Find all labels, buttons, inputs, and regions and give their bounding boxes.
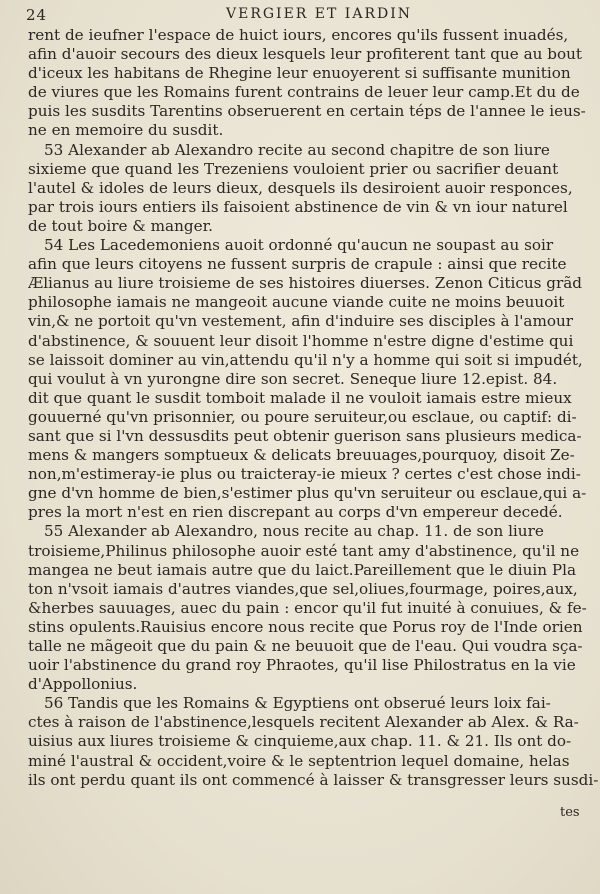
text-line: gne d'vn homme de bien,s'estimer plus qu'vn seruiteur ou esclaue,qui a- [28,484,587,503]
text-line: se laissoit dominer au vin,attendu qu'il n'y a homme qui soit si impudét, [28,350,583,369]
text-line: gouuerné qu'vn prisonnier, ou poure seruiteur,ou esclaue, ou captif: di- [28,407,577,426]
page-header [26,4,586,24]
text-line: stins opulents.Rauisius encore nous recite que Porus roy de l'Inde orien [28,617,583,636]
text-line: qui voulut à vn yurongne dire son secret. Seneque liure 12.epist. 84. [28,369,558,388]
text-line: ton n'vsoit iamais d'autres viandes,que sel,oliues,fourmage, poires,aux, [28,579,578,598]
text-line: de viures que les Romains furent contrains de leuer leur camp.Et du de [28,83,580,102]
paragraph-55-start: 55 Alexander ab Alexandro, nous recite au chap. 11. de son liure [44,522,544,541]
text-line: par trois iours entiers ils faisoient abstinence de vin & vn iour naturel [28,197,568,216]
text-line: sixieme que quand les Trezeniens vouloient prier ou sacrifier deuant [28,159,559,178]
text-line: pres la mort n'est en rien discrepant au corps d'vn empereur decedé. [28,503,563,522]
text-line: non,m'estimeray-ie plus ou traicteray-ie mieux ? certes c'est chose indi- [28,465,581,484]
text-line: afin que leurs citoyens ne fussent surpris de crapule : ainsi que recite [28,255,567,274]
running-head: VERGIER ET IARDIN [226,6,412,22]
text-line: l'autel & idoles de leurs dieux, desquels ils desiroient auoir responces, [28,178,573,197]
text-line: d'abstinence, & souuent leur disoit l'homme n'estre digne d'estime qui [28,331,574,350]
text-line: ne en memoire du susdit. [28,121,224,140]
text-line: miné l'austral & occident,voire & le septentrion lequel domaine, helas [28,751,570,770]
text-line: talle ne mãgeoit que du pain & ne beuuoit que de l'eau. Qui voudra sça- [28,637,583,655]
page-number: 24 [26,6,48,24]
text-line: &herbes sauuages, auec du pain : encor qu'il fut inuité à conuiues, & fe- [28,598,587,617]
text-line: d'Appollonius. [28,675,138,694]
text-line: troisieme,Philinus philosophe auoir esté tant amy d'abstinence, qu'il ne [28,541,580,560]
text-line: sant que si l'vn dessusdits peut obtenir guerison sans plusieurs medica- [28,426,582,445]
paragraph-53-start: 53 Alexander ab Alexandro recite au second chapitre de son liure [44,140,550,159]
text-line: puis les susdits Tarentins obseruerent en certain téps de l'annee le ieus- [28,102,586,121]
text-line: mens & mangers somptueux & delicats breuuages,pourquoy, disoit Ze- [28,446,575,465]
text-line: uoir l'abstinence du grand roy Phraotes, qu'il lise Philostratus en la vie [28,656,576,675]
text-line: vin,& ne portoit qu'vn vestement, afin d'induire ses disciples à l'amour [28,312,574,331]
text-line: mangea ne beut iamais autre que du laict.Pareillement que le diuin Pla [28,560,577,579]
text-line: afin d'auoir secours des dieux lesquels leur profiterent tant que au bout [28,45,583,64]
text-line: Ælianus au liure troisieme de ses histoires diuerses. Zenon Citicus grãd [28,274,582,293]
text-line: dit que quant le susdit tomboit malade il ne vouloit iamais estre mieux [28,388,572,407]
catchword: tes [560,805,580,820]
text-line: rent de ieufner l'espace de huict iours, encores qu'ils fussent inuadés, [28,26,569,44]
text-line: uisius aux liures troisieme & cinquieme,aux chap. 11. & 21. Ils ont do- [28,732,572,751]
text-line: ils ont perdu quant ils ont commencé à laisser & transgresser leurs susdi- [28,770,599,789]
body-text [28,26,600,790]
paragraph-56-start: 56 Tandis que les Romains & Egyptiens ont obserué leurs loix fai- [44,694,551,713]
text-line: philosophe iamais ne mangeoit aucune viande cuite ne moins beuuoit [28,293,565,312]
text-line: de tout boire & manger. [28,216,214,235]
text-line: ctes à raison de l'abstinence,lesquels recitent Alexander ab Alex. & Ra- [28,713,579,732]
paragraph-54-start: 54 Les Lacedemoniens auoit ordonné qu'aucun ne soupast au soir [44,236,554,255]
text-line: d'iceux les habitans de Rhegine leur enuoyerent si suffisante munition [28,64,571,83]
